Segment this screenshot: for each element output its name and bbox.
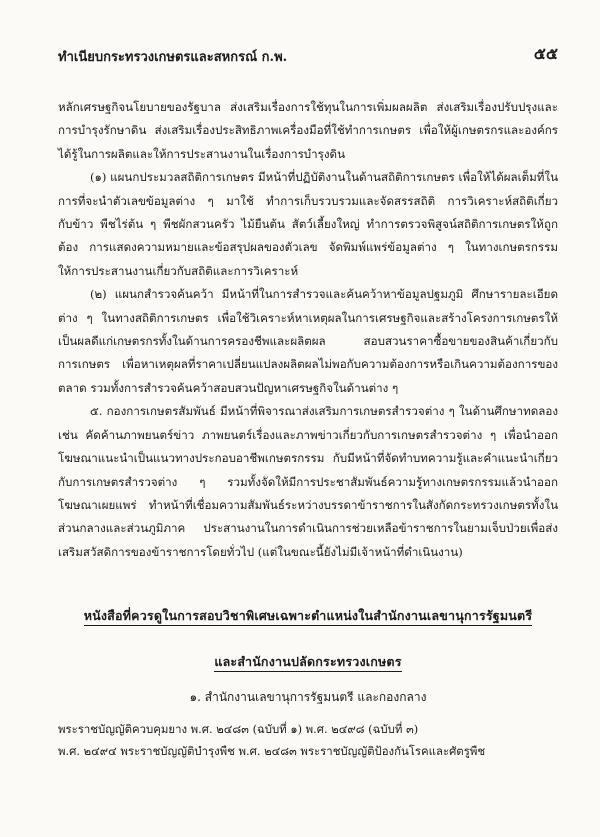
page-header [58, 42, 558, 64]
subsection-title: ๑. สำนักงานเลขานุการรัฐมนตรี และกองกลาง [189, 690, 427, 704]
paragraph-4: ๕. กองการเกษตรสัมพันธ์ มีหน้าที่พิจารณาส่งเสริมการเกษตรสำรวจต่าง ๆ ในด้านศึกษาทดลอง เช่น คัดค้านภาพยนตร์ข่าว ภาพยนตร์เรื่องและภาพข่าวเกี่ยวกับการเกษตรสำรวจต่าง ๆ เพื่อนำออกโฆษณาแนะนำเป็นแนวทางประกอบอาชีพเกษตรกรรม กับมีหน้าที่จัดทำบทความรู้และคำแนะนำเกี่ยวกับการเกษตรสำรวจต่าง ๆ รวมทั้งจัดให้มีการประชาสัมพันธ์ความรู้ทางเกษตรกรรมแล้วนำออกโฆษณาเผยแพร่ ทำหน้าที่เชื่อมความสัมพันธ์ระหว่างบรรดาข้าราชการในสังกัดกระทรวงเกษตรทั้งในส่วนกลางและส่วนภูมิภาค ประสานงานในการดำเนินการช่วยเหลือข้าราชการในยามเจ็บป่วยเพื่อส่งเสริมสวัสดิการของข้าราชการโดยทั่วไป (แต่ในขณะนี้ยังไม่มีเจ้าหน้าที่ดำเนินงาน) [58, 404, 558, 559]
section-title-line1: หนังสือที่ควรดูในการสอบวิชาพิเศษเฉพาะตำแหน่งในสำนักงานเลขานุการรัฐมนตรี [58, 606, 558, 626]
page-number: ๕๕ [533, 44, 558, 63]
reference-list [58, 718, 558, 762]
paragraph-3: (๒) แผนกสำรวจค้นคว้า มีหน้าที่ในการสำรวจและค้นคว้าหาข้อมูลปฐมภูมิ ศึกษารายละเอียดต่าง ๆ ในทางสถิติการเกษตร เพื่อใช้วิเคราะห์หาเหตุผลในการเศรษฐกิจและสร้างโครงการเกษตรให้เป็นผลดีแก่เกษตรกรทั้งในด้านการครองชีพและผลิตผล สอบสวนราคาซื้อขายของสินค้าเกี่ยวกับการเกษตร เพื่อหาเหตุผลที่ราคาเปลี่ยนแปลงผลิตผลไม่พอกับความต้องการหรือเกินความต้องการของตลาด รวมทั้งการสำรวจค้นคว้าสอบสวนปัญหาเศรษฐกิจในด้านต่าง ๆ [58, 287, 558, 395]
body-text [58, 96, 558, 564]
section-title-line2: และสำนักงานปลัดกระทรวงเกษตร [58, 652, 558, 672]
paragraph-2: (๑) แผนกประมวลสถิติการเกษตร มีหน้าที่ปฏิบัติงานในด้านสถิติการเกษตร เพื่อให้ได้ผลเต็มที่ในการที่จะนำตัวเลขข้อมูลต่าง ๆ มาใช้ ทำการเก็บรวบรวมและจัดสรรสถิติ การวิเคราะห์สถิติเกี่ยวกับข้าว พืชไร่ต้น ๆ พืชผักสวนครัว ไม้ยืนต้น สัตว์เลี้ยงใหญ่ ทำการตรวจพิสูจน์สถิติการเกษตรให้ถูกต้อง การแสดงความหมายและข้อสรุปผลของตัวเลข จัดพิมพ์แพร่ข้อมูลต่าง ๆ ในทางเกษตรกรรม ให้การประสานงานเกี่ยวกับสถิติและการวิเคราะห์ [58, 170, 558, 278]
paragraph-1: หลักเศรษฐกิจนโยบายของรัฐบาล ส่งเสริมเรื่องการใช้ทุนในการเพิ่มผลผลิต ส่งเสริมเรื่องปรับปรุงและการบำรุงรักษาดิน ส่งเสริมเรื่องประสิทธิภาพเครื่องมือที่ใช้ทำการเกษตร เพื่อให้ผู้เกษตรกรและองค์กรได้รู้ในการผลิตและให้การประสานงานในเรื่องการบำรุงดิน [58, 100, 558, 161]
reference-line-1: พระราชบัญญัติควบคุมยาง พ.ศ. ๒๔๘๓ (ฉบับที่ ๑) พ.ศ. ๒๔๙๘ (ฉบับที่ ๓) [58, 722, 419, 736]
reference-line-2: พ.ศ. ๒๔๙๔ พระราชบัญญัติบำรุงพืช พ.ศ. ๒๔๘๓ พระราชบัญญัติป้องกันโรคและศัตรูพืช [58, 744, 486, 758]
running-title: ทำเนียบกระทรวงเกษตรและสหกรณ์ ก.พ. [58, 50, 288, 65]
